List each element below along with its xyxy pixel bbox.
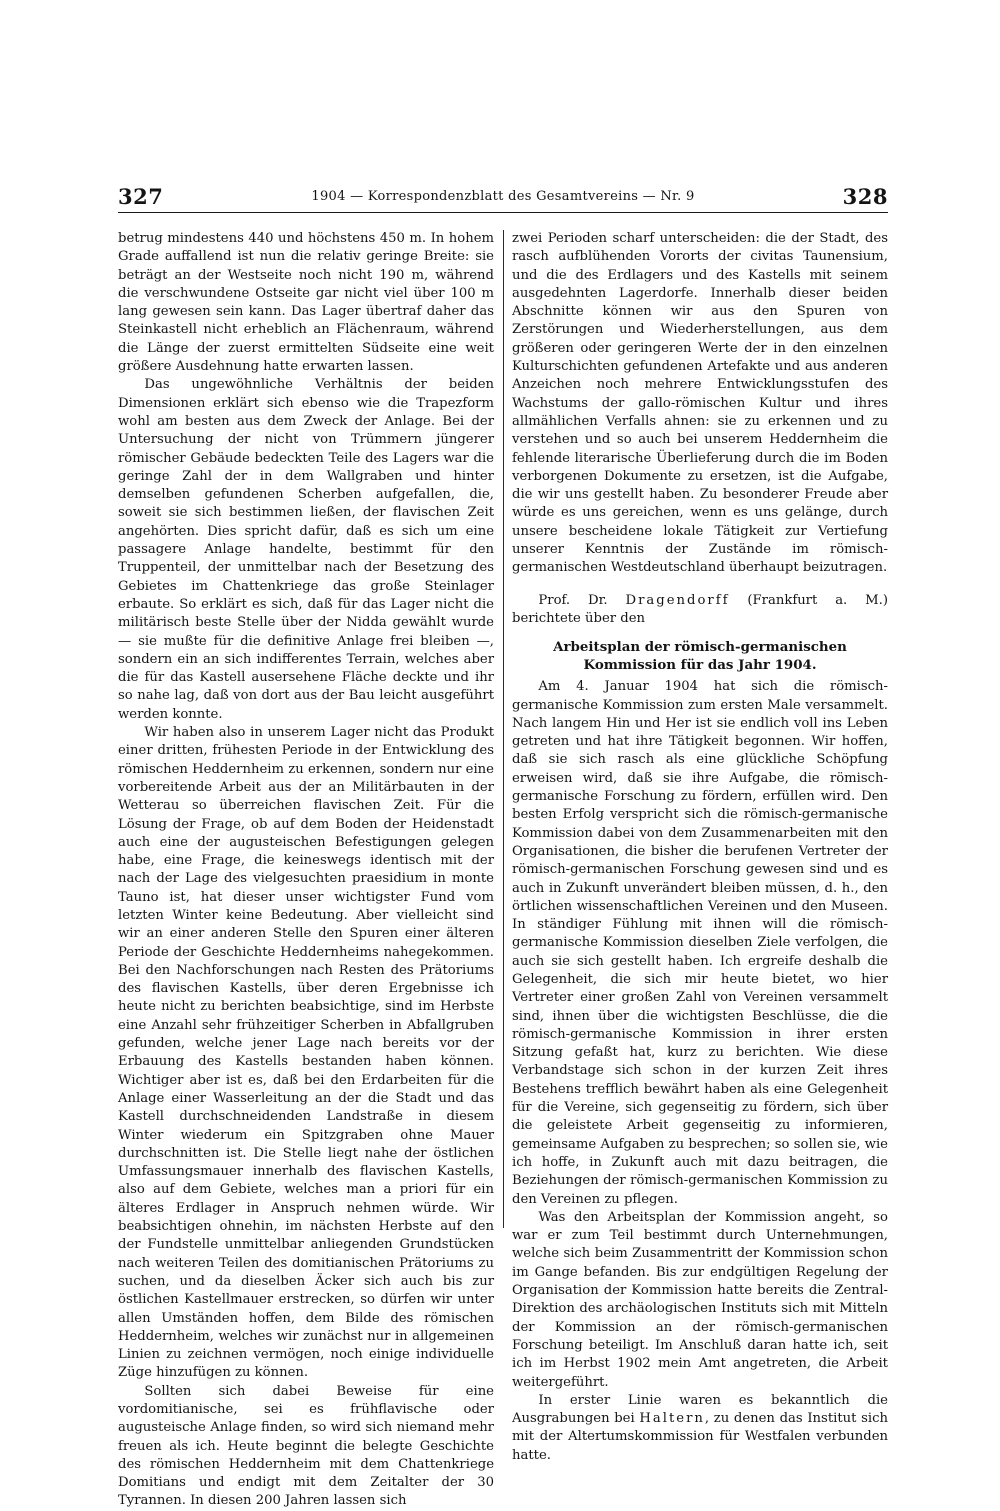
paragraph: [512, 1392, 888, 1465]
paragraph: Wir haben also in unserem Lager nicht das Produkt einer dritten, frühesten Periode in der Entwicklung des römischen Heddernheim zu erkennen, sondern nur eine vorbereitende Arbeit aus der an Militärbauten in der Wetterau so überreichen flavischen Zeit. Für die Lösung der Frage, ob auf dem Boden der Heidenstadt auch eine der augusteischen Befestigungen gelegen habe, eine Frage, die keineswegs identisch mit der nach der Lage des vielgesuchten praesidium in monte Tauno ist, hat dieser unser wichtigster Fund vom letzten Winter keine Bedeutung. Aber vielleicht sind wir an einer anderen Stelle den Spuren einer älteren Periode der Geschichte Heddernheims nahegekommen. Bei den Nachforschungen nach Resten des Prätoriums des flavischen Kastells, über deren Ergebnisse ich heute nicht zu berichten beabsichtige, sind im Herbste eine Anzahl sehr frühzeitiger Scherben in Abfallgruben gefunden, welche jener Lage nach bereits vor der Erbauung des Kastells bestanden haben können. Wichtiger aber ist es, daß bei den Erdarbeiten für die Anlage einer Wasserleitung an der die Stadt und das Kastell durchschneidenden Landstraße in diesem Winter wiederum ein Spitzgraben ohne Mauer durchschnitten ist. Die Stelle liegt nahe der östlichen Umfassungsmauer innerhalb des flavischen Kastells, also auf dem Gebiete, welches man a priori für ein älteres Erdlager in Anspruch nehmen würde. Wir beabsichtigen ohnehin, im nächsten Herbste auf den der Fundstelle unmittelbar anliegenden Grundstücken nach weiteren Teilen des domitianischen Prätoriums zu suchen, und da dieselben Äcker sich auch bis zur östlichen Kastellmauer erstrecken, so dürfen wir unter allen Umständen hoffen, dem Bilde des römischen Heddernheim, welches wir zunächst nur in allgemeinen Linien zu zeichnen vermögen, noch einige individuelle Züge hinzufügen zu können.: [118, 725, 494, 1381]
left-column: [118, 230, 494, 1511]
place-name: Haltern: [639, 1411, 705, 1427]
section-heading: Arbeitsplan der römisch-germanischen Kommission für das Jahr 1904.: [553, 639, 847, 674]
report-intro: [512, 592, 888, 629]
page-number-left: 327: [118, 184, 164, 209]
header-rule: [118, 212, 888, 213]
paragraph: Was den Arbeitsplan der Kommission angeht, so war er zum Teil bestimmt durch Unternehmungen, welche sich beim Zusammentritt der Kommission schon im Gange befanden. Bis zur endgültigen Regelung der Organisation der Kommission hatte bereits die Zentral-Direktion des archäologischen Instituts sich mit Mitteln der Kommission an der römisch-germanischen Forschung beteiligt. Im Anschluß daran hatte ich, seit ich im Herbst 1902 mein Amt angetreten, die Arbeit weitergeführt.: [512, 1209, 888, 1390]
paragraph: betrug mindestens 440 und höchstens 450 m. In hohem Grade auffallend ist nun die relativ geringe Breite: sie beträgt an der Westseite noch nicht 190 m, während die verschwundene Ostseite gar nicht viel über 100 m lang gewesen sein kann. Das Lager übertraf daher das Steinkastell nicht erheblich an Flächenraum, während die Länge der zuerst ermittelten Südseite eine weit größere Ausdehnung hatte erwarten lassen.: [118, 231, 494, 375]
intro-prefix: Prof. Dr.: [538, 592, 626, 608]
paragraph: Das ungewöhnliche Verhältnis der beiden Dimensionen erklärt sich ebenso wie die Trapezform wohl am besten aus dem Zweck der Anlage. Bei der Untersuchung der nicht von Trümmern jüngerer römischer Gebäude bedeckten Teile des Lagers war die geringe Zahl der in dem Wallgraben und hinter demselben gefundenen Scherben aufgefallen, die, soweit sie sich bestimmen ließen, der flavischen Zeit angehörten. Dies spricht dafür, daß es sich um eine passagere Anlage handelte, bestimmt für den Truppenteil, der unmittelbar nach der Besetzung des Gebietes im Chattenkriege das große Steinlager erbaute. So erklärt es sich, daß für das Lager nicht die militärisch beste Stelle über der Nidda gewählt wurde — sie mußte für die definitive Anlage frei bleiben —, sondern ein an sich indifferentes Terrain, welches aber die für das Kastell ausersehene Fläche deckte und ihr so nahe lag, daß von dort aus der Bau leicht ausgeführt werden konnte.: [118, 377, 494, 722]
column-divider: [503, 230, 504, 1228]
page-number-right: 328: [842, 184, 888, 209]
right-column: [512, 230, 888, 1465]
paragraph: Am 4. Januar 1904 hat sich die römisch-germanische Kommission zum ersten Male versammelt. Nach langem Hin und Her ist sie endlich voll ins Leben getreten und hat ihre Tätigkeit begonnen. Wir hoffen, daß sie sich rasch als eine glückliche Schöpfung erweisen wird, daß sie ihre Aufgabe, die römisch-germanische Forschung zu fördern, erfüllen wird. Den besten Erfolg verspricht sich die römisch-germanische Kommission dabei von dem Zusammenarbeiten mit den Organisationen, die bisher die berufenen Vertreter der römisch-germanischen Forschung gewesen sind und es auch in Zukunft unverändert bleiben müssen, d. h., den örtlichen wissenschaftlichen Vereinen und den Museen. In ständiger Fühlung mit ihnen will die römisch-germanische Kommission dieselben Ziele verfolgen, die auch sie sich gestellt haben. Ich ergreife deshalb die Gelegenheit, die sich mir heute bietet, wo hier Vertreter einer großen Zahl von Vereinen versammelt sind, ihnen über die wichtigsten Beschlüsse, die die römisch-germanische Kommission in ihrer ersten Sitzung gefaßt hat, kurz zu berichten. Wie diese Verbandstage sich schon in der kurzen Zeit ihres Bestehens trefflich bewährt haben als eine Gelegenheit für die Vereine, sich gegenseitig zu fördern, sich über die geleistete Arbeit gegenseitig zu informieren, gemeinsame Aufgaben zu besprechen; so sollen sie, wie ich hoffe, in Zukunft auch mit dazu beitragen, die Beziehungen der römisch-germanischen Kommission zu den Vereinen zu pflegen.: [512, 679, 888, 1207]
running-title: 1904 — Korrespondenzblatt des Gesamtvereins — Nr. 9: [311, 189, 695, 204]
speaker-name: Dragendorff: [625, 592, 730, 608]
page-header: [118, 184, 888, 212]
paragraph: zwei Perioden scharf unterscheiden: die der Stadt, des rasch aufblühenden Vororts der civitas Taunensium, und die des Erdlagers und des Kastells mit seinem ausgedehnten Lagerdorfe. Innerhalb dieser beiden Abschnitte können wir aus den Spuren von Zerstörungen und Wiederherstellungen, aus dem größeren oder geringeren Werte der in den einzelnen Kulturschichten gefundenen Artefakte und aus anderen Anzeichen noch mehrere Entwicklungsstufen des Wachstums der gallo-römischen Kultur und ihres allmählichen Verfalls ahnen: sie zu erkennen und zu verstehen und so auch bei unserem Heddernheim die fehlende literarische Überlieferung durch die im Boden verborgenen Dokumente zu ersetzen, ist die Aufgabe, die wir uns gestellt haben. Zu besonderer Freude aber würde es uns gereichen, wenn es uns gelänge, durch unsere bescheidene lokale Tätigkeit zur Vertiefung unserer Kenntnis der Zustände im römisch-germanischen Westdeutschland überhaupt beizutragen.: [512, 231, 888, 576]
p4-prefix: In erster Linie waren es bekanntlich die Ausgrabungen bei: [512, 1392, 888, 1427]
paragraph: Sollten sich dabei Beweise für eine vordomitianische, sei es frühflavische oder augusteische Anlage finden, so wird sich niemand mehr freuen als ich. Heute beginnt die belegte Geschichte des römischen Heddernheim mit dem Chattenkriege Domitians und endigt mit dem Zeitalter der 30 Tyrannen. In diesen 200 Jahren lassen sich: [118, 1383, 494, 1509]
p4-suffix: , zu denen das Institut sich mit der Altertumskommission für Westfalen verbunden hatte.: [512, 1411, 888, 1463]
intro-suffix: (Frankfurt a. M.) berichtete über den: [512, 592, 888, 626]
